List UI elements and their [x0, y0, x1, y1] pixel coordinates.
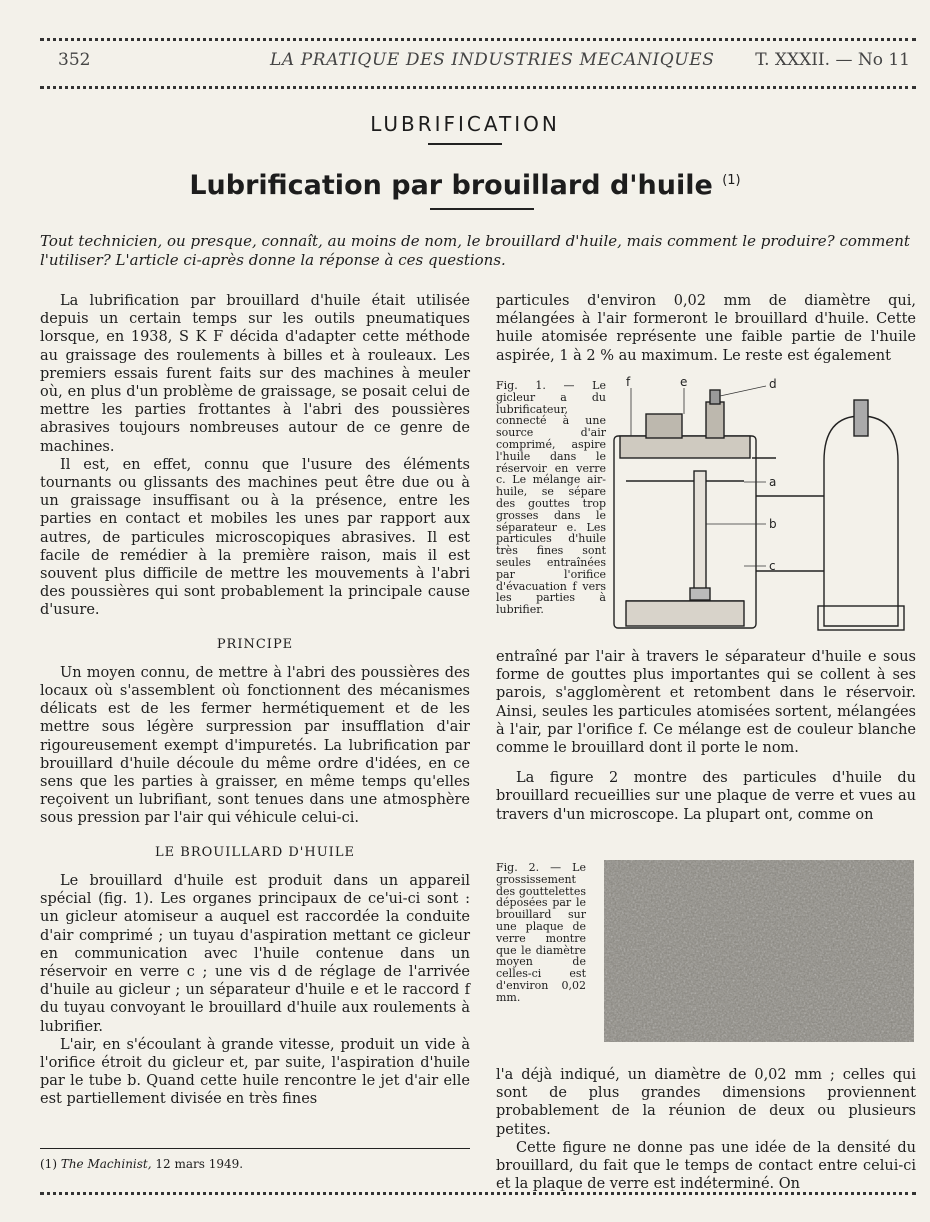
left-column — [40, 292, 470, 1109]
label-c: c — [769, 559, 776, 573]
subheading-principe: PRINCIPE — [216, 636, 294, 652]
right-column-middle — [496, 648, 916, 824]
footnote-date: 12 mars 1949. — [155, 1157, 244, 1171]
subheading-brouillard: LE BROUILLARD D'HUILE — [155, 844, 355, 860]
paragraph: entraîné par l'air à travers le séparateur d'huile e sous forme de gouttes plus importantes qui se collent à ses parois, s'agglomèrent et retombent dans le réservoir. Ainsi, seules les particules atomisées sortent, mélangées à l'air, par l'orifice f. Ce mélange est de couleur blanche comme le brouillard dont il porte le nom. — [496, 649, 916, 757]
paragraph: Cette figure ne donne pas une idée de la densité du brouillard, du fait que le temps de contact entre celui-ci et la plaque de verre est indéterminé. On — [496, 1139, 916, 1193]
paragraph: Un moyen connu, de mettre à l'abri des poussières des locaux où s'assemblent où fonctionnent des mécanismes délicats est de les fermer hermétiquement et de les mettre sous légère surpression par insufflation d'air rigoureusement exempt d'impuretés. La lubrification par brouillard d'huile découle du même ordre d'idées, en ce sens que les parties à graisser, en même temps qu'elles reçoivent un lubrifiant, sont tenues dans une atmosphère sous pression par l'air qui véhicule celui-ci. — [40, 664, 470, 827]
journal-title: LA PRATIQUE DES INDUSTRIES MECANIQUES — [270, 50, 715, 70]
label-f: f — [626, 376, 631, 389]
page-number: 352 — [58, 50, 91, 70]
paragraph: Il est, en effet, connu que l'usure des éléments tournants ou glissants des machines peut être due ou à un graissage insuffisant ou à la présence, entre les parties en contact et mobiles les unes par rapport aux autres, de particules microscopiques abrasives. Il est facile de remédier à la première raison, mais il est souvent plus difficile de mettre les mouvements à l'abri des poussières qui sont probablement la principale cause d'usure. — [40, 456, 470, 619]
top-rule-2 — [40, 86, 916, 89]
footnote-rule — [40, 1148, 470, 1149]
title-note: (1) — [722, 173, 741, 188]
running-header — [58, 50, 910, 72]
section-rule — [428, 143, 502, 145]
paragraph: La figure 2 montre des particules d'huile du brouillard recueillies sur une plaque de verre et vues au travers d'un microscope. La plupart ont, comme on — [496, 770, 916, 823]
label-b: b — [769, 517, 777, 531]
title-text: Lubrification par brouillard d'huile — [189, 170, 713, 201]
figure2-caption: Fig. 2. — Le grossissement des gouttelettes déposées par le brouillard sur une plaque de verre montre que le diamètre moyen de celles-ci est d'environ 0,02 mm. — [496, 861, 586, 1004]
article-intro: Tout technicien, ou presque, connaît, au moins de nom, le brouillard d'huile, mais comment le produire? comment l'utiliser? L'article ci-après donne la réponse à ces questions. — [40, 232, 910, 269]
figure2-micrograph — [604, 860, 914, 1042]
article-title — [0, 170, 930, 201]
figure1-caption: Fig. 1. — Le gicleur a du lubrificateur, connecté à une source d'air comprimé, aspire l'huile dans le réservoir en verre c. Le mélange air-huile, se sépare des gouttes trop grosses dans le séparateur e. Les particules d'huile très fines sont seules entraînées par l'orifice d'évacuation f vers les parties à lubrifier. — [496, 379, 606, 617]
volume-issue: T. XXXII. — No 11 — [755, 50, 910, 70]
paragraph: l'a déjà indiqué, un diamètre de 0,02 mm ; celles qui sont de plus grandes dimensions proviennent probablement de la réunion de deux ou plusieurs petites. — [496, 1067, 916, 1138]
label-a: a — [769, 475, 777, 489]
label-e: e — [680, 376, 688, 389]
footnote-marker: (1) — [40, 1157, 57, 1171]
paragraph: L'air, en s'écoulant à grande vitesse, produit un vide à l'orifice étroit du gicleur et, par suite, l'aspiration d'huile par le tube b. Quand cette huile rencontre le jet d'air elle est partiellement divisée en très fines — [40, 1036, 470, 1108]
top-rule-1 — [40, 38, 916, 41]
paragraph: Le brouillard d'huile est produit dans un appareil spécial (fig. 1). Les organes principaux de ce'ui-ci sont : un gicleur atomiseur a auquel est raccordée la conduite d'air comprimé ; un tuyau d'aspiration mettant ce gicleur en communication avec l'huile contenue dans un réservoir en verre c ; une vis d de réglage de l'arrivée d'huile au gicleur ; un séparateur d'huile e et le raccord f du tuyau convoyant le brouillard d'huile aux roulements à lubrifier. — [40, 872, 470, 1035]
bottom-rule — [40, 1192, 916, 1195]
paragraph: particules d'environ 0,02 mm de diamètre qui, mélangées à l'air formeront le brouillard d'huile. Cette huile atomisée représente une faible partie de l'huile aspirée, 1 à 2 % au maximum. Le reste est également — [496, 293, 916, 364]
right-column-top — [496, 292, 916, 365]
right-column-bottom — [496, 1066, 916, 1193]
paragraph: La lubrification par brouillard d'huile était utilisée depuis un certain temps sur les outils pneumatiques lorsque, en 1938, S K F décida d'adapter cette méthode au graissage des roulements à billes et à rouleaux. Les premiers essais furent faits sur des machines à meuler où, en plus d'un problème de graissage, se posait celui de mettre les parties frottantes à l'abri des poussières abrasives toujours nombreuses autour de ce genre de machines. — [40, 293, 470, 455]
figure1-diagram — [606, 376, 916, 638]
title-rule — [430, 208, 534, 210]
section-title: LUBRIFICATION — [370, 112, 560, 136]
footnote-source: The Machinist, — [60, 1157, 152, 1171]
footnote — [40, 1157, 243, 1171]
label-d: d — [769, 377, 777, 391]
